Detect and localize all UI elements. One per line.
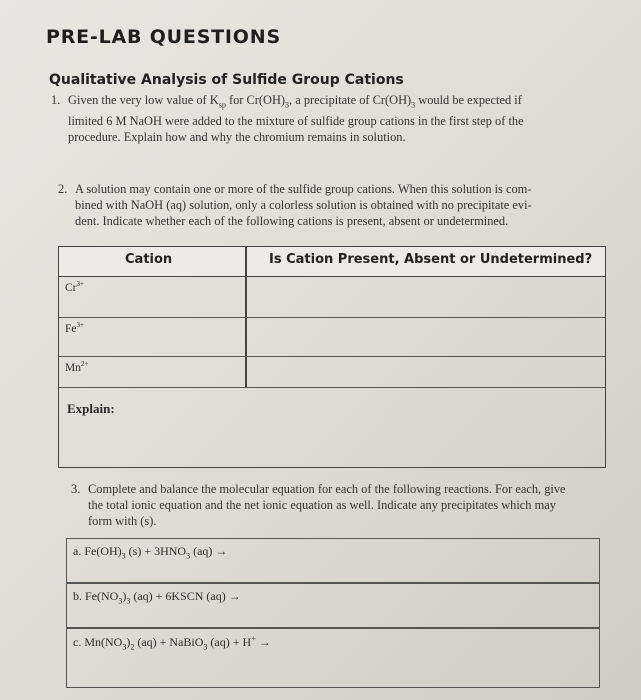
cation-label: $Fe^{3+}$: [65, 321, 84, 335]
question-1: [51, 92, 623, 145]
table-row: [59, 276, 605, 318]
table-header: [59, 247, 605, 277]
cation-label: $Cr^{3+}$: [65, 280, 84, 294]
answer-cell[interactable]: [247, 317, 605, 356]
question-number: 2.: [58, 182, 68, 196]
reaction-a: a. $Fe(OH)_3$ $(s) + 3HNO_3$ (aq) →: [73, 544, 228, 561]
question-line: Complete and balance the molecular equation for each of the following reactions. For each, give: [88, 482, 566, 496]
section-title: Qualitative Analysis of Sulfide Group Cations: [49, 72, 404, 88]
table-row: [59, 317, 605, 357]
question-line: A solution may contain one or more of the sulfide group cations. When this solution is com-: [75, 182, 532, 196]
question-line: form with (s).: [88, 514, 157, 528]
question-line: the total ionic equation and the net ionic equation as well. Indicate any precipitates which may: [88, 498, 556, 512]
question-line: limited 6 M NaOH were added to the mixture of sulfide group cations in the first step of the: [68, 114, 524, 129]
question-line: bined with NaOH (aq) solution, only a colorless solution is obtained with no precipitate evi-: [75, 198, 532, 212]
cation-table: [58, 246, 606, 468]
answer-cell[interactable]: [247, 276, 605, 317]
cation-label: $Mn^{2+}$: [65, 360, 89, 374]
question-number: 3.: [71, 482, 81, 496]
question-line: procedure. Explain how and why the chromium remains in solution.: [68, 130, 406, 145]
reaction-box-a[interactable]: [66, 538, 600, 583]
reaction-box-b[interactable]: [66, 583, 600, 628]
reaction-box-c[interactable]: [66, 628, 600, 688]
question-line: dent. Indicate whether each of the following cations is present, absent or undetermined.: [75, 214, 509, 228]
page-title: PRE-LAB QUESTIONS: [46, 26, 281, 48]
column-header-status: Is Cation Present, Absent or Undetermined?: [269, 252, 593, 267]
explain-label: Explain:: [67, 401, 115, 416]
column-header-cation: Cation: [125, 252, 173, 267]
reaction-b: b. $Fe(NO_3)_3$ (aq) + 6KSCN (aq) →: [73, 589, 241, 606]
table-row: [59, 356, 605, 388]
question-number: 1.: [51, 93, 61, 107]
question-2: [58, 181, 613, 229]
answer-cell[interactable]: [247, 356, 605, 387]
question-3: [71, 481, 608, 529]
question-line: Given the very low value of $K_{sp}$ for $Cr(OH)_3$, a precipitate of $Cr(OH)_3$ would be expected if: [68, 93, 522, 110]
reaction-c: c. $Mn(NO_3)_2$ (aq) + NaBiO$_3$ (aq) + H+ →: [73, 634, 271, 652]
